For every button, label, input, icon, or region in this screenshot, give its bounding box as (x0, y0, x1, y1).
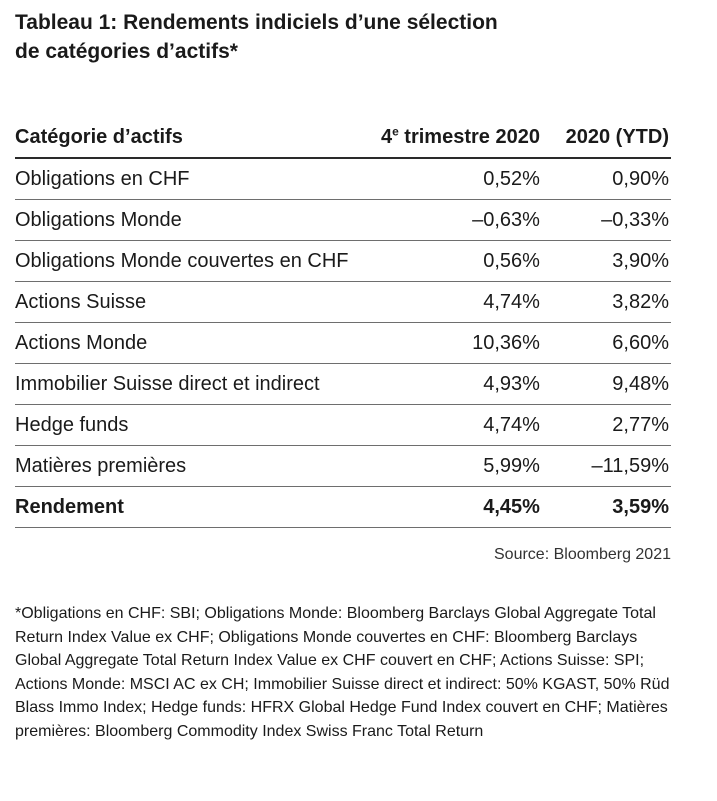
table-header-row (15, 118, 671, 158)
returns-table (15, 118, 671, 528)
header-q4-number: 4 (380, 126, 393, 148)
row-ytd-value: –0,33% (540, 200, 671, 241)
row-ytd-value: 3,90% (540, 241, 671, 282)
header-q4-2020 (381, 118, 540, 158)
row-category: Obligations Monde (15, 200, 381, 241)
footnote: *Obligations en CHF: SBI; Obligations Monde: Bloomberg Barclays Global Aggregate Total Return Index Value ex CHF; Obligations Monde couvertes en CHF: Bloomberg Barclays Global Aggregate Total Return Index Value ex CHF couvert en CHF; Actions Suisse: SPI; Actions Monde: MSCI AC ex CH; Immobilier Suisse direct et indirect: 50% KGAST, 50% Rüd Blass Immo Index; Hedge funds: HFRX Global Hedge Fund Index couvert en CHF; Matières premières: Bloomberg Commodity Index Swiss Franc Total Return (15, 605, 670, 740)
row-ytd-value: –11,59% (540, 446, 671, 487)
row-category: Obligations en CHF (15, 158, 381, 200)
row-ytd-value: 9,48% (540, 364, 671, 405)
row-q4-value: 4,74% (381, 282, 540, 323)
row-q4-value: –0,63% (381, 200, 540, 241)
row-ytd-value: 0,90% (540, 158, 671, 200)
row-q4-value: 4,93% (381, 364, 540, 405)
table-row (15, 158, 671, 200)
total-q4-value: 4,45% (381, 487, 540, 528)
header-q4-superscript: e (392, 124, 399, 139)
table-title-line-1: Tableau 1: Rendements indiciels d’une sélection (15, 11, 498, 34)
total-row (15, 487, 671, 528)
row-q4-value: 0,52% (381, 158, 540, 200)
table-row (15, 364, 671, 405)
row-ytd-value: 2,77% (540, 405, 671, 446)
row-category: Hedge funds (15, 405, 381, 446)
table-row (15, 241, 671, 282)
row-q4-value: 4,74% (381, 405, 540, 446)
source-note: Source: Bloomberg 2021 (494, 546, 671, 563)
table-row (15, 323, 671, 364)
table-row (15, 282, 671, 323)
row-category: Matières premières (15, 446, 381, 487)
table-row (15, 200, 671, 241)
total-ytd-value: 3,59% (540, 487, 671, 528)
row-ytd-value: 3,82% (540, 282, 671, 323)
row-q4-value: 5,99% (381, 446, 540, 487)
row-category: Actions Suisse (15, 282, 381, 323)
row-category: Obligations Monde couvertes en CHF (15, 241, 381, 282)
row-category: Immobilier Suisse direct et indirect (15, 364, 381, 405)
document-page (15, 0, 671, 740)
total-label: Rendement (15, 487, 381, 528)
header-q4-text: trimestre 2020 (398, 126, 540, 148)
row-q4-value: 0,56% (381, 241, 540, 282)
row-ytd-value: 6,60% (540, 323, 671, 364)
row-q4-value: 10,36% (381, 323, 540, 364)
header-ytd-2020: 2020 (YTD) (540, 118, 671, 158)
table-row (15, 405, 671, 446)
table-body (15, 158, 671, 528)
table-row (15, 446, 671, 487)
row-category: Actions Monde (15, 323, 381, 364)
header-category: Catégorie d’actifs (15, 118, 381, 158)
table-title-line-2: de catégories d’actifs* (15, 40, 238, 63)
table-title (15, 0, 671, 66)
